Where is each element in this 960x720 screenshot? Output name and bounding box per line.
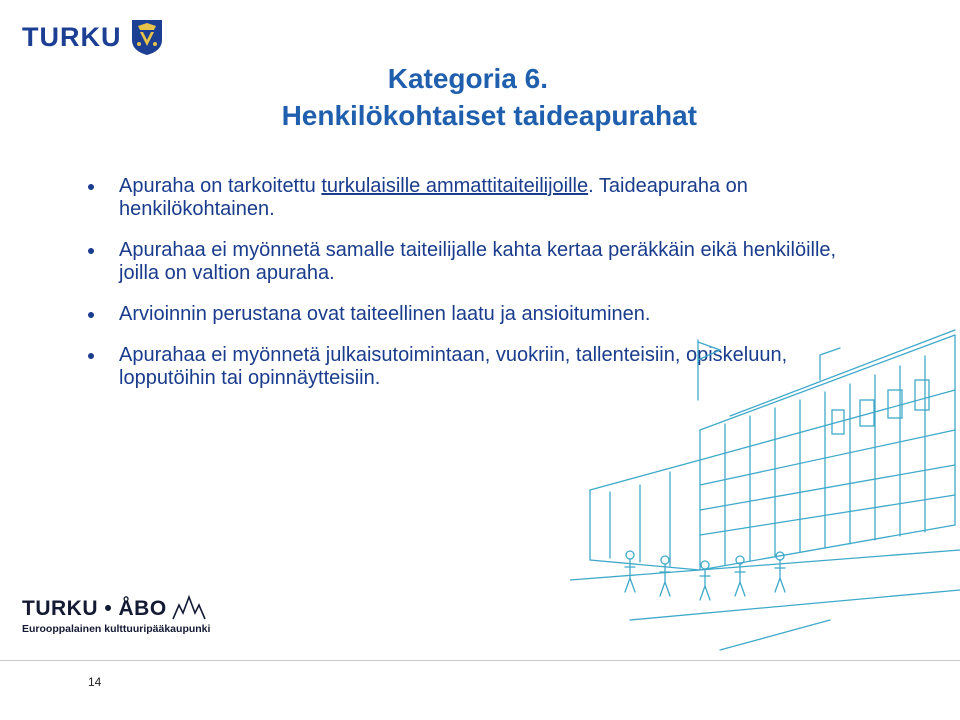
bullet-text: Apurahaa ei myönnetä samalle taiteilijalle kahta kertaa peräkkäin eikä henkilöille, joilla on valtion apuraha. [119, 239, 837, 284]
bullet-icon [88, 184, 94, 190]
bullet-text: Apurahaa ei myönnetä julkaisutoimintaan, vuokriin, tallenteisiin, opiskeluun, lopputöihin tai opinnäytteisiin. [119, 344, 788, 389]
flame-crown-icon [171, 595, 207, 621]
bullet-text-post: . Taideapuraha on henkilökohtainen. [119, 175, 748, 220]
turku-abo-capital-logo [22, 595, 210, 635]
bullet-icon [88, 312, 94, 318]
bullet-item [86, 239, 876, 285]
footer-divider [0, 660, 960, 661]
bullet-text-underlined: turkulaisille ammattitaiteilijoille [321, 175, 589, 197]
slide-title-line-1: Kategoria 6. [387, 63, 548, 94]
turku-coat-of-arms-icon [130, 18, 164, 56]
turku-logo [22, 18, 164, 56]
building-sketch-illustration [570, 320, 960, 660]
turku-logo-text: TURKU [22, 21, 122, 52]
bullet-item [86, 175, 876, 221]
bullet-text: Arvioinnin perustana ovat taiteellinen laatu ja ansioituminen. [119, 303, 651, 325]
page-number: 14 [88, 675, 102, 689]
turku-abo-logo-text: TURKU • ÅBO [22, 597, 167, 620]
bullet-icon [88, 248, 94, 254]
turku-abo-logo-subtitle: Eurooppalainen kulttuuripääkaupunki [22, 623, 211, 635]
slide-title-line-2: Henkilökohtaiset taideapurahat [281, 100, 697, 131]
bullet-icon [88, 353, 94, 359]
bullet-text-pre: Apuraha on tarkoitettu [119, 175, 322, 197]
